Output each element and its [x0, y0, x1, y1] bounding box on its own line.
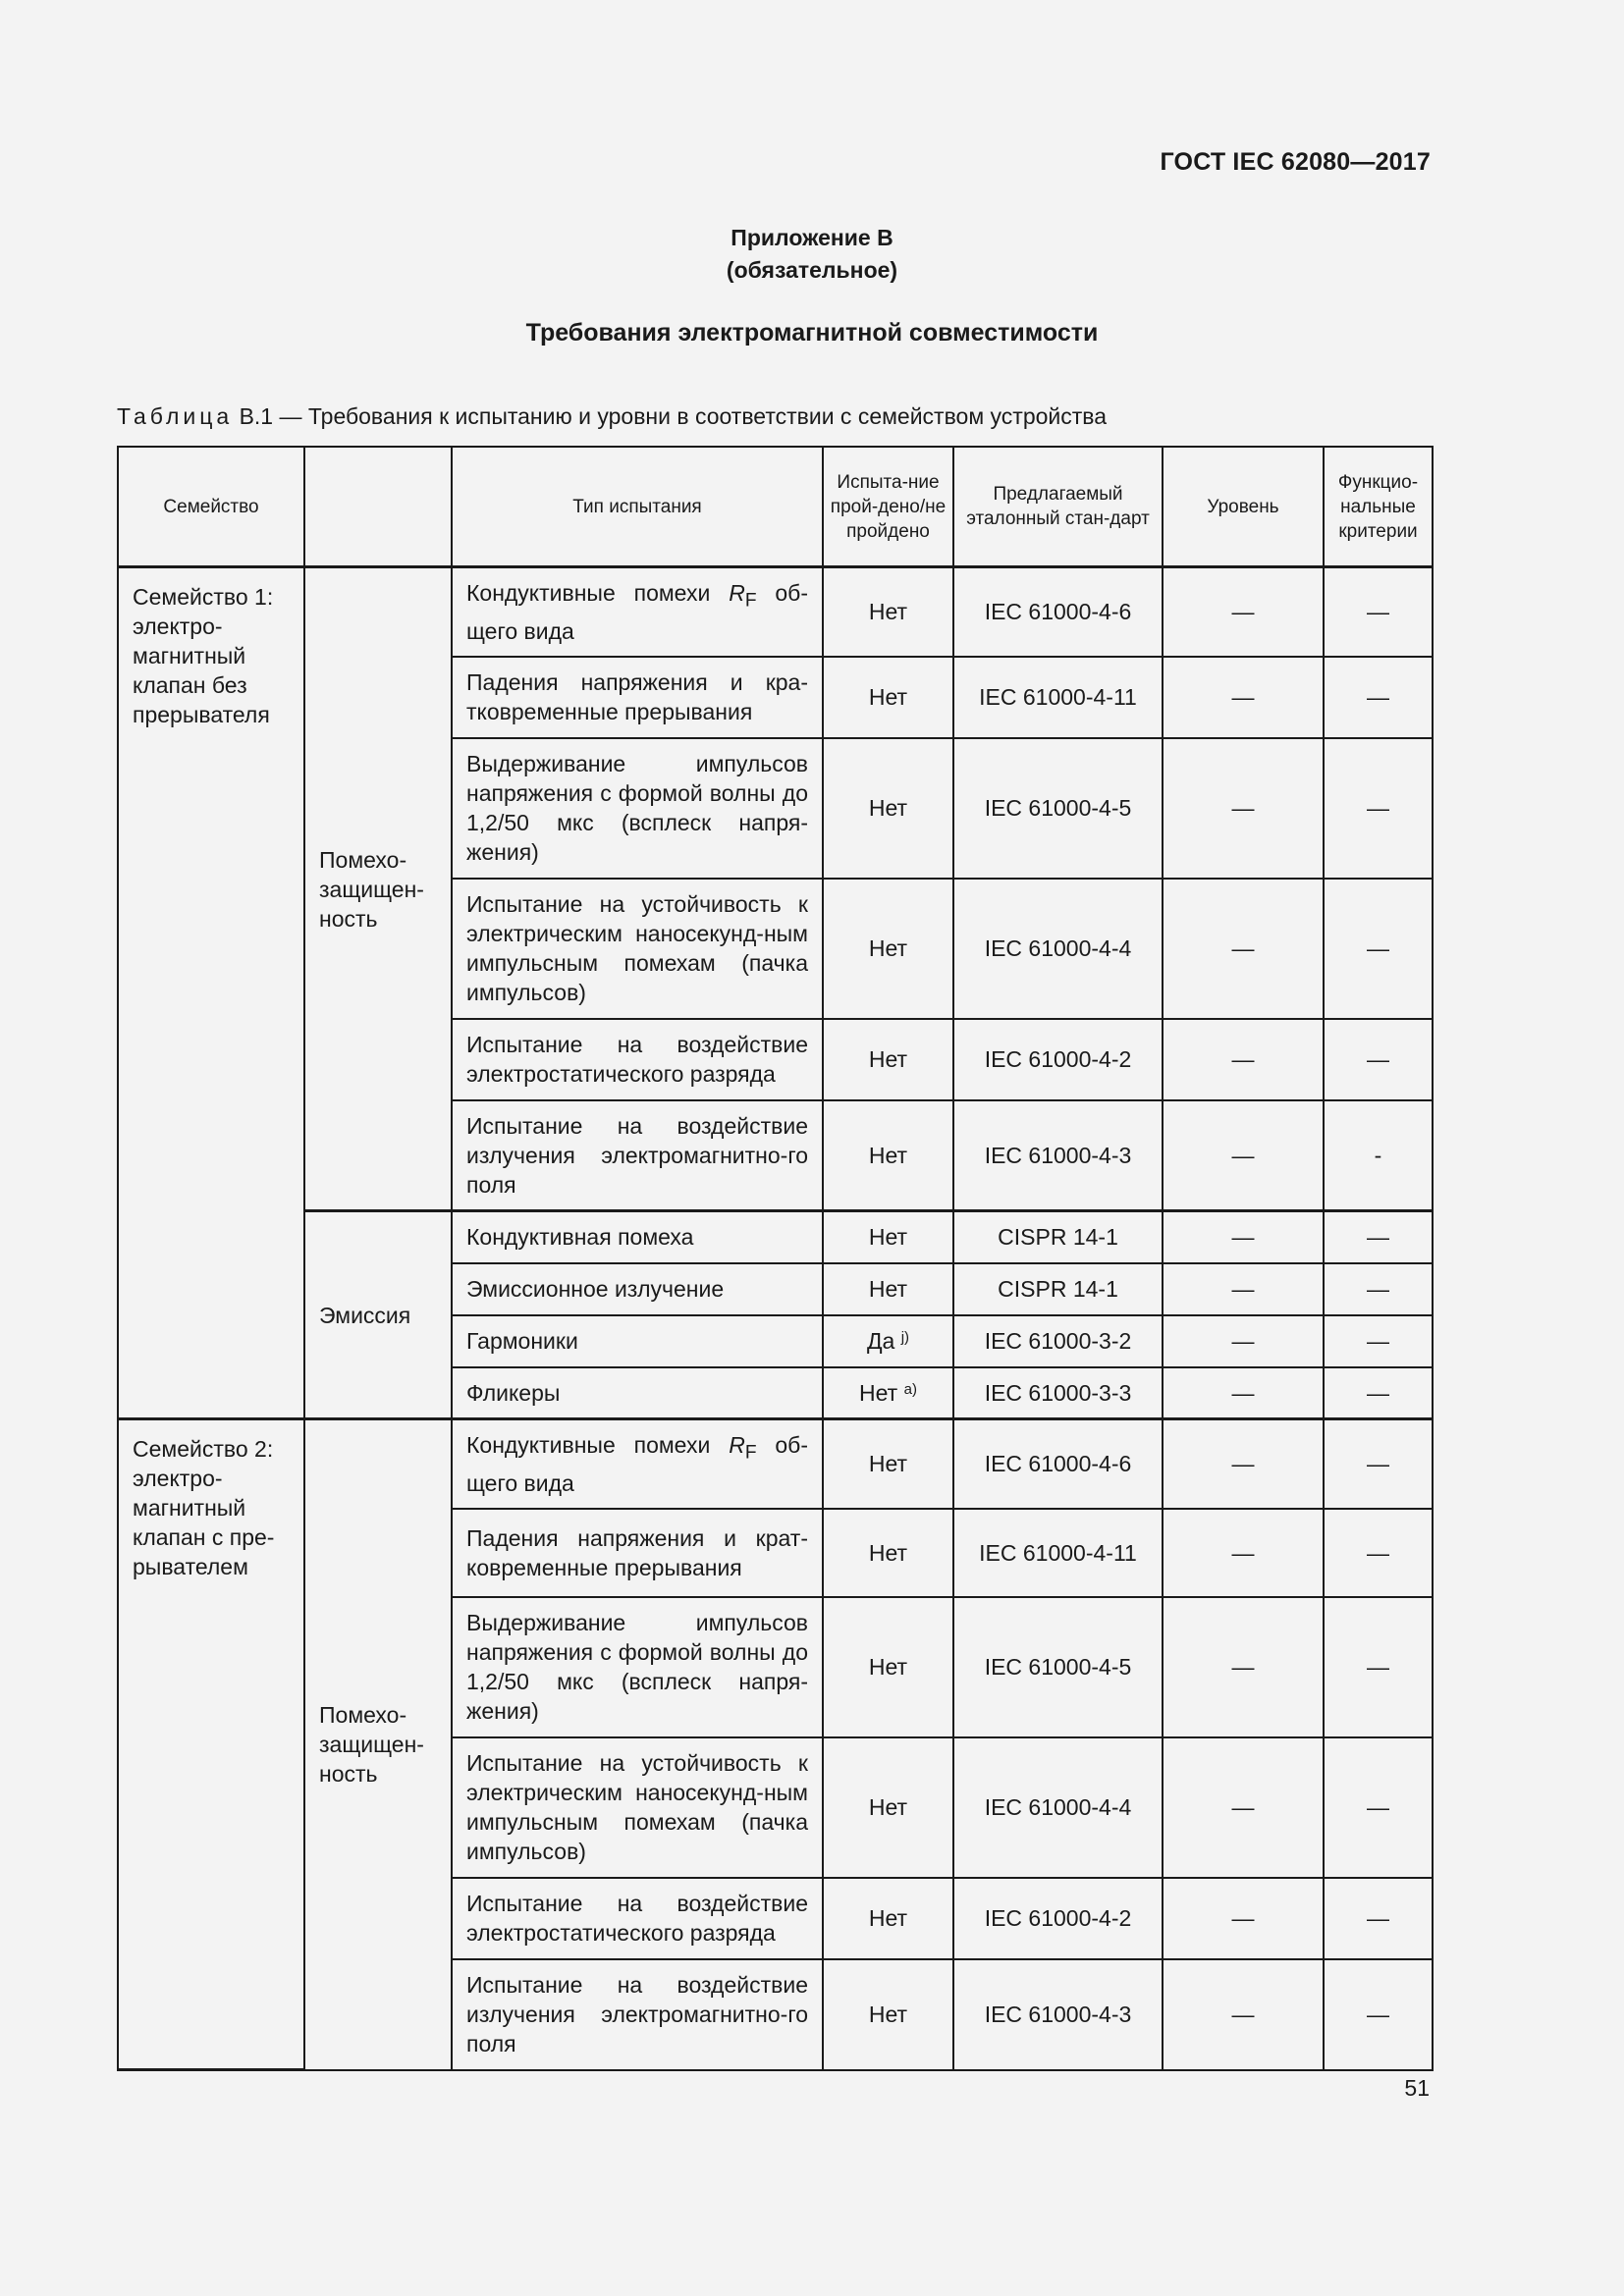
- passed-value: Да: [866, 1328, 895, 1355]
- test-type-cell: Фликеры: [452, 1367, 823, 1419]
- rf-subscript: F: [744, 590, 757, 612]
- standard-cell: CISPR 14-1: [953, 1263, 1163, 1315]
- test-type-cell: Испытание на устойчивость к электрическим наносекунд-ным импульсным помехам (пачка импульсов): [452, 1737, 823, 1878]
- passed-cell: [823, 879, 953, 1019]
- passed-cell: [823, 1737, 953, 1878]
- footnote-ref: j): [900, 1329, 910, 1347]
- family-cell: Семейство 2: электро-магнитный клапан с пре-рывателем: [118, 1419, 304, 2070]
- criteria-cell: —: [1324, 1211, 1433, 1263]
- page-number: 51: [1404, 2075, 1430, 2101]
- column-header: Функцио-нальные критерии: [1324, 447, 1433, 567]
- criteria-cell: —: [1324, 1737, 1433, 1878]
- table-caption-label: Таблица: [117, 403, 234, 429]
- table-row: [118, 1211, 1433, 1263]
- group-cell: Эмиссия: [304, 1211, 452, 1419]
- test-type-text: об-щего вида: [466, 1432, 809, 1496]
- test-type-text: Кондуктивные помехи: [466, 580, 730, 606]
- test-type-cell: Выдерживание импульсов напряжения с формой волны до 1,2/50 мкс (всплеск напря-жения): [452, 1597, 823, 1737]
- criteria-cell: —: [1324, 1315, 1433, 1367]
- passed-value: Нет: [868, 1905, 908, 1932]
- level-cell: —: [1163, 879, 1324, 1019]
- test-type-cell: Испытание на воздействие излучения электромагнитно-го поля: [452, 1959, 823, 2070]
- standard-cell: IEC 61000-4-4: [953, 1737, 1163, 1878]
- passed-cell: [823, 657, 953, 738]
- level-cell: —: [1163, 657, 1324, 738]
- passed-value: Нет: [868, 1224, 908, 1251]
- level-cell: —: [1163, 1315, 1324, 1367]
- passed-cell: [823, 738, 953, 879]
- passed-cell: [823, 1878, 953, 1959]
- column-header: Предлагаемый эталонный стан-дарт: [953, 447, 1163, 567]
- criteria-cell: —: [1324, 879, 1433, 1019]
- passed-value: Нет: [868, 795, 908, 822]
- standard-cell: IEC 61000-4-11: [953, 657, 1163, 738]
- criteria-cell: —: [1324, 1959, 1433, 2070]
- criteria-cell: —: [1324, 1597, 1433, 1737]
- standard-cell: IEC 61000-3-2: [953, 1315, 1163, 1367]
- family-cell: Семейство 1: электро-магнитный клапан без прерывателя: [118, 567, 304, 1419]
- group-cell: Помехо-защищен-ность: [304, 1419, 452, 2070]
- rf-symbol: R: [729, 1432, 745, 1459]
- level-cell: —: [1163, 1100, 1324, 1211]
- footnote-ref: a): [903, 1380, 917, 1398]
- test-type-cell: Выдерживание импульсов напряжения с формой волны до 1,2/50 мкс (всплеск напря-жения): [452, 738, 823, 879]
- test-type-cell: [452, 567, 823, 657]
- passed-cell: [823, 1597, 953, 1737]
- requirements-table: [117, 446, 1434, 2071]
- passed-value: Нет: [859, 1379, 898, 1406]
- passed-value: Нет: [868, 1046, 908, 1073]
- table-caption: [117, 403, 1107, 430]
- standard-cell: IEC 61000-3-3: [953, 1367, 1163, 1419]
- passed-value: Нет: [868, 2002, 908, 2028]
- passed-value: Нет: [868, 599, 908, 625]
- passed-value: Нет: [868, 1451, 908, 1477]
- level-cell: —: [1163, 1959, 1324, 2070]
- test-type-cell: Испытание на воздействие электростатического разряда: [452, 1878, 823, 1959]
- passed-cell: [823, 1959, 953, 2070]
- column-header: [304, 447, 452, 567]
- test-type-cell: Эмиссионное излучение: [452, 1263, 823, 1315]
- column-header: Уровень: [1163, 447, 1324, 567]
- annex-title: Приложение В: [731, 225, 893, 250]
- test-type-text: об-щего вида: [466, 580, 809, 644]
- level-cell: —: [1163, 1737, 1324, 1878]
- level-cell: —: [1163, 1367, 1324, 1419]
- level-cell: —: [1163, 1597, 1324, 1737]
- table-row: [118, 567, 1433, 657]
- passed-cell: [823, 1419, 953, 1509]
- table-header-row: [118, 447, 1433, 567]
- passed-cell: [823, 1315, 953, 1367]
- table-caption-number: В.1: [239, 403, 274, 429]
- standard-cell: IEC 61000-4-5: [953, 1597, 1163, 1737]
- standard-cell: IEC 61000-4-5: [953, 738, 1163, 879]
- test-type-cell: [452, 1419, 823, 1509]
- table-caption-text: — Требования к испытанию и уровни в соответствии с семейством устройства: [273, 403, 1108, 429]
- test-type-cell: Испытание на воздействие электростатического разряда: [452, 1019, 823, 1100]
- level-cell: —: [1163, 1419, 1324, 1509]
- annex-heading: Требования электромагнитной совместимости: [525, 319, 1099, 347]
- standard-cell: IEC 61000-4-6: [953, 567, 1163, 657]
- criteria-cell: —: [1324, 1419, 1433, 1509]
- level-cell: —: [1163, 738, 1324, 879]
- passed-value: Нет: [868, 1654, 908, 1681]
- table-row: [118, 1419, 1433, 1509]
- level-cell: —: [1163, 1509, 1324, 1597]
- criteria-cell: —: [1324, 1263, 1433, 1315]
- test-type-cell: Кондуктивная помеха: [452, 1211, 823, 1263]
- test-type-cell: Падения напряжения и крат-ковременные прерывания: [452, 1509, 823, 1597]
- level-cell: —: [1163, 1019, 1324, 1100]
- annex-status: (обязательное): [726, 257, 898, 283]
- standard-cell: IEC 61000-4-2: [953, 1019, 1163, 1100]
- test-type-cell: Гармоники: [452, 1315, 823, 1367]
- passed-value: Нет: [868, 1539, 908, 1566]
- level-cell: —: [1163, 567, 1324, 657]
- passed-cell: [823, 1263, 953, 1315]
- passed-cell: [823, 567, 953, 657]
- passed-value: Нет: [868, 1142, 908, 1168]
- group-cell: Помехо-защищен-ность: [304, 567, 452, 1211]
- passed-cell: [823, 1509, 953, 1597]
- passed-cell: [823, 1019, 953, 1100]
- passed-value: Нет: [868, 1794, 908, 1821]
- column-header: Испыта-ние прой-дено/не пройдено: [823, 447, 953, 567]
- test-type-cell: Испытание на устойчивость к электрическим наносекунд-ным импульсным помехам (пачка импульсов): [452, 879, 823, 1019]
- standard-cell: CISPR 14-1: [953, 1211, 1163, 1263]
- standard-cell: IEC 61000-4-3: [953, 1959, 1163, 2070]
- criteria-cell: —: [1324, 1509, 1433, 1597]
- table-body: [118, 567, 1433, 2070]
- passed-cell: [823, 1100, 953, 1211]
- standard-cell: IEC 61000-4-4: [953, 879, 1163, 1019]
- criteria-cell: —: [1324, 567, 1433, 657]
- criteria-cell: —: [1324, 657, 1433, 738]
- test-type-cell: Испытание на воздействие излучения электромагнитно-го поля: [452, 1100, 823, 1211]
- level-cell: —: [1163, 1263, 1324, 1315]
- standard-cell: IEC 61000-4-3: [953, 1100, 1163, 1211]
- rf-subscript: F: [744, 1442, 757, 1464]
- document-code: ГОСТ IEC 62080—2017: [1160, 148, 1431, 176]
- passed-value: Нет: [868, 684, 908, 711]
- standard-cell: IEC 61000-4-2: [953, 1878, 1163, 1959]
- level-cell: —: [1163, 1211, 1324, 1263]
- passed-value: Нет: [868, 935, 908, 962]
- criteria-cell: —: [1324, 1019, 1433, 1100]
- passed-cell: [823, 1367, 953, 1419]
- standard-cell: IEC 61000-4-11: [953, 1509, 1163, 1597]
- criteria-cell: —: [1324, 738, 1433, 879]
- test-type-text: Кондуктивные помехи: [466, 1432, 730, 1459]
- test-type-cell: Падения напряжения и кра-тковременные прерывания: [452, 657, 823, 738]
- level-cell: —: [1163, 1878, 1324, 1959]
- criteria-cell: —: [1324, 1878, 1433, 1959]
- passed-cell: [823, 1211, 953, 1263]
- criteria-cell: -: [1324, 1100, 1433, 1211]
- passed-value: Нет: [868, 1276, 908, 1303]
- standard-cell: IEC 61000-4-6: [953, 1419, 1163, 1509]
- column-header: Семейство: [118, 447, 304, 567]
- criteria-cell: —: [1324, 1367, 1433, 1419]
- rf-symbol: R: [729, 580, 745, 606]
- column-header: Тип испытания: [452, 447, 823, 567]
